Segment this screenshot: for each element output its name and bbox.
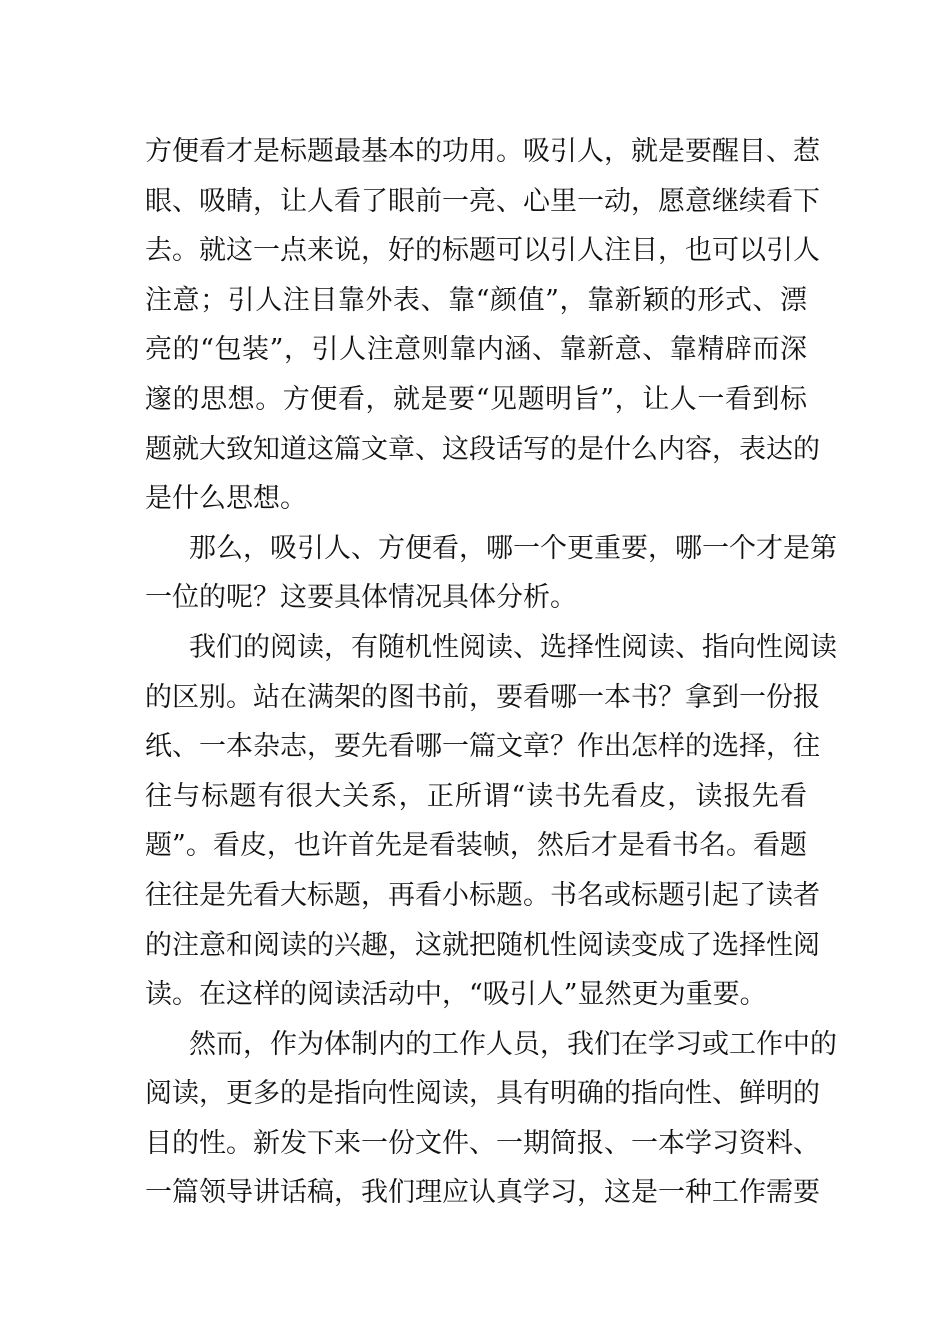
text-line: 然而，作为体制内的工作人员，我们在学习或工作中的: [189, 1028, 837, 1060]
body-text: [145, 127, 837, 1218]
text-line: 我们的阅读，有随机性阅读、选择性阅读、指向性阅读: [189, 631, 837, 663]
text-line: 是什么思想。: [145, 483, 307, 515]
text-line: 一篇领导讲话稿，我们理应认真学习，这是一种工作需要: [145, 1177, 820, 1209]
text-line: 往往是先看大标题，再看小标题。书名或标题引起了读者: [145, 879, 820, 911]
text-line: 那么，吸引人、方便看，哪一个更重要，哪一个才是第: [189, 532, 837, 564]
text-line: 读。在这样的阅读活动中，“吸引人”显然更为重要。: [145, 979, 767, 1011]
text-line: 眼、吸睛，让人看了眼前一亮、心里一动，愿意继续看下: [145, 185, 820, 217]
paragraph: [145, 1020, 837, 1218]
text-line: 题”。看皮，也许首先是看装帧，然后才是看书名。看题: [145, 830, 807, 862]
text-line: 纸、一本杂志，要先看哪一篇文章？作出怎样的选择，往: [145, 731, 820, 763]
text-line: 注意；引人注目靠外表、靠“颜值”，靠新颖的形式、漂: [145, 284, 807, 316]
text-line: 目的性。新发下来一份文件、一期简报、一本学习资料、: [145, 1127, 820, 1159]
text-line: 方便看才是标题最基本的功用。吸引人，就是要醒目、惹: [145, 136, 820, 167]
text-line: 一位的呢？这要具体情况具体分析。: [145, 582, 577, 614]
paragraph: [145, 524, 837, 623]
text-line: 题就大致知道这篇文章、这段话写的是什么内容，表达的: [145, 433, 820, 465]
paragraph: [145, 623, 837, 1020]
text-line: 阅读，更多的是指向性阅读，具有明确的指向性、鲜明的: [145, 1078, 820, 1110]
text-line: 往与标题有很大关系，正所谓“读书先看皮，读报先看: [145, 780, 807, 812]
text-line: 去。就这一点来说，好的标题可以引人注目，也可以引人: [145, 235, 820, 267]
text-line: 的区别。站在满架的图书前，要看哪一本书？拿到一份报: [145, 681, 820, 713]
paragraph: [145, 127, 820, 524]
text-line: 的注意和阅读的兴趣，这就把随机性阅读变成了选择性阅: [145, 929, 820, 961]
text-line: 亮的“包装”，引人注意则靠内涵、靠新意、靠精辟而深: [145, 334, 807, 366]
text-line: 邃的思想。方便看，就是要“见题明旨”，让人一看到标: [145, 383, 807, 415]
